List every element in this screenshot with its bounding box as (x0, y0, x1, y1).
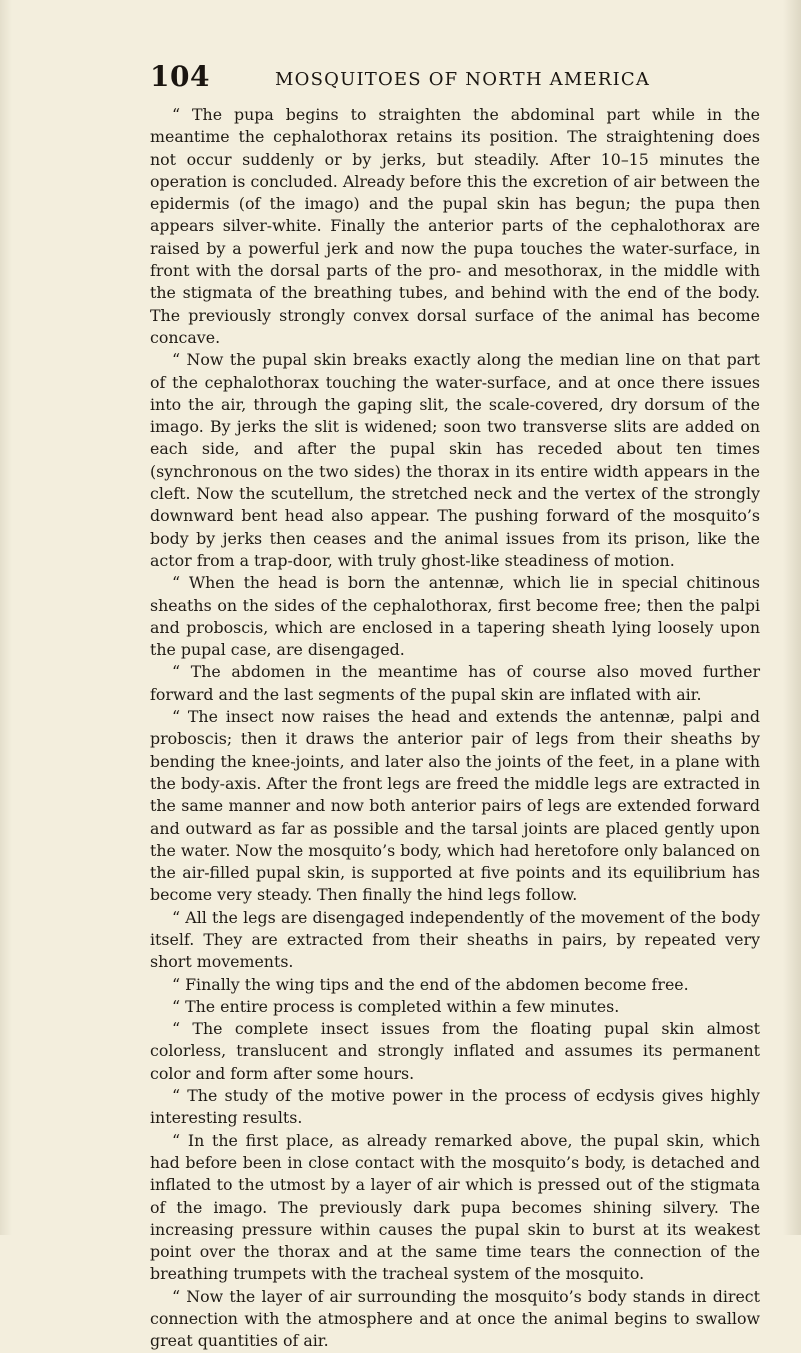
paragraph: “ Now the pupal skin breaks exactly along the median line on that part of the cephalothorax touching the water-surface, and at once there issues into the air, through the gaping slit, the scale-covered, dry dorsum of the imago. By jerks the slit is widened; soon two transverse slits are added on each side, and after the pupal skin has receded about ten times (synchronous on the two sides) the thorax in its entire width appears in the cleft. Now the scutellum, the stretched neck and the vertex of the strongly downward bent head also appear. The pushing forward of the mosquito’s body by jerks then ceases and the animal issues from its prison, like the actor from a trap-door, with truly ghost-like steadiness of motion. (150, 350, 760, 570)
page-header (150, 60, 760, 108)
paragraph: “ The entire process is completed within a few minutes. (172, 996, 620, 1016)
paragraph: “ Finally the wing tips and the end of the abdomen become free. (172, 974, 689, 994)
page-number: 104 (150, 60, 210, 93)
page-edge-left (0, 0, 12, 1235)
page-edge-right (783, 0, 801, 1235)
paragraph: “ All the legs are disengaged independently of the movement of the body itself. They are extracted from their sheaths in pairs, by repeated very short movements. (150, 907, 760, 972)
paragraph: “ Now the layer of air surrounding the mosquito’s body stands in direct connection with the atmosphere and at once the animal begins to swallow great quantities of air. (150, 1286, 760, 1351)
paragraph: “ The study of the motive power in the process of ecdysis gives highly interesting results. (150, 1086, 760, 1128)
paragraph: “ In the first place, as already remarked above, the pupal skin, which had before been in close contact with the mosquito’s body, is detached and inflated to the utmost by a layer of air which is pressed out of the stigmata of the imago. The previously dark pupa becomes shining silvery. The increasing pressure within causes the pupal skin to burst at its weakest point over the thorax and at the same time tears the connection of the breathing trumpets with the tracheal system of the mosquito. (150, 1130, 760, 1284)
paragraph: “ When the head is born the antennæ, which lie in special chitinous sheaths on the sides of the cephalothorax, first become free; then the palpi and proboscis, which are enclosed in a tapering sheath lying loosely upon the pupal case, are disengaged. (150, 573, 760, 660)
paragraph: “ The complete insect issues from the floating pupal skin almost colorless, translucent and strongly inflated and assumes its permanent color and form after some hours. (150, 1019, 760, 1083)
body-text (150, 104, 760, 1353)
running-head: MOSQUITOES OF NORTH AMERICA (275, 69, 651, 90)
paragraph: “ The abdomen in the meantime has of course also moved further forward and the last segments of the pupal skin are inflated with air. (150, 662, 760, 704)
paragraph: “ The insect now raises the head and extends the antennæ, palpi and proboscis; then it draws the anterior pair of legs from their sheaths by bending the knee-joints, and later also the joints of the feet, in a plane with the body-axis. After the front legs are freed the middle legs are extracted in the same manner and now both anterior pairs of legs are extended forward and outward as far as possible and the tarsal joints are placed gently upon the water. Now the mosquito’s body, which had heretofore only balanced on the air-filled pupal skin, is supported at five points and its equilibrium has become very steady. Then finally the hind legs follow. (150, 707, 760, 905)
paragraph: “ The pupa begins to straighten the abdominal part while in the meantime the cephalothorax retains its position. The straightening does not occur suddenly or by jerks, but steadily. After 10–15 minutes the operation is concluded. Already before this the excretion of air between the epidermis (of the imago) and the pupal skin has begun; the pupa then appears silver-white. Finally the anterior parts of the cephalothorax are raised by a powerful jerk and now the pupa touches the water-surface, in front with the dorsal parts of the pro- and mesothorax, in the middle with the stigmata of the breathing tubes, and behind with the end of the body. The previously strongly convex dorsal surface of the animal has become concave. (150, 105, 760, 347)
